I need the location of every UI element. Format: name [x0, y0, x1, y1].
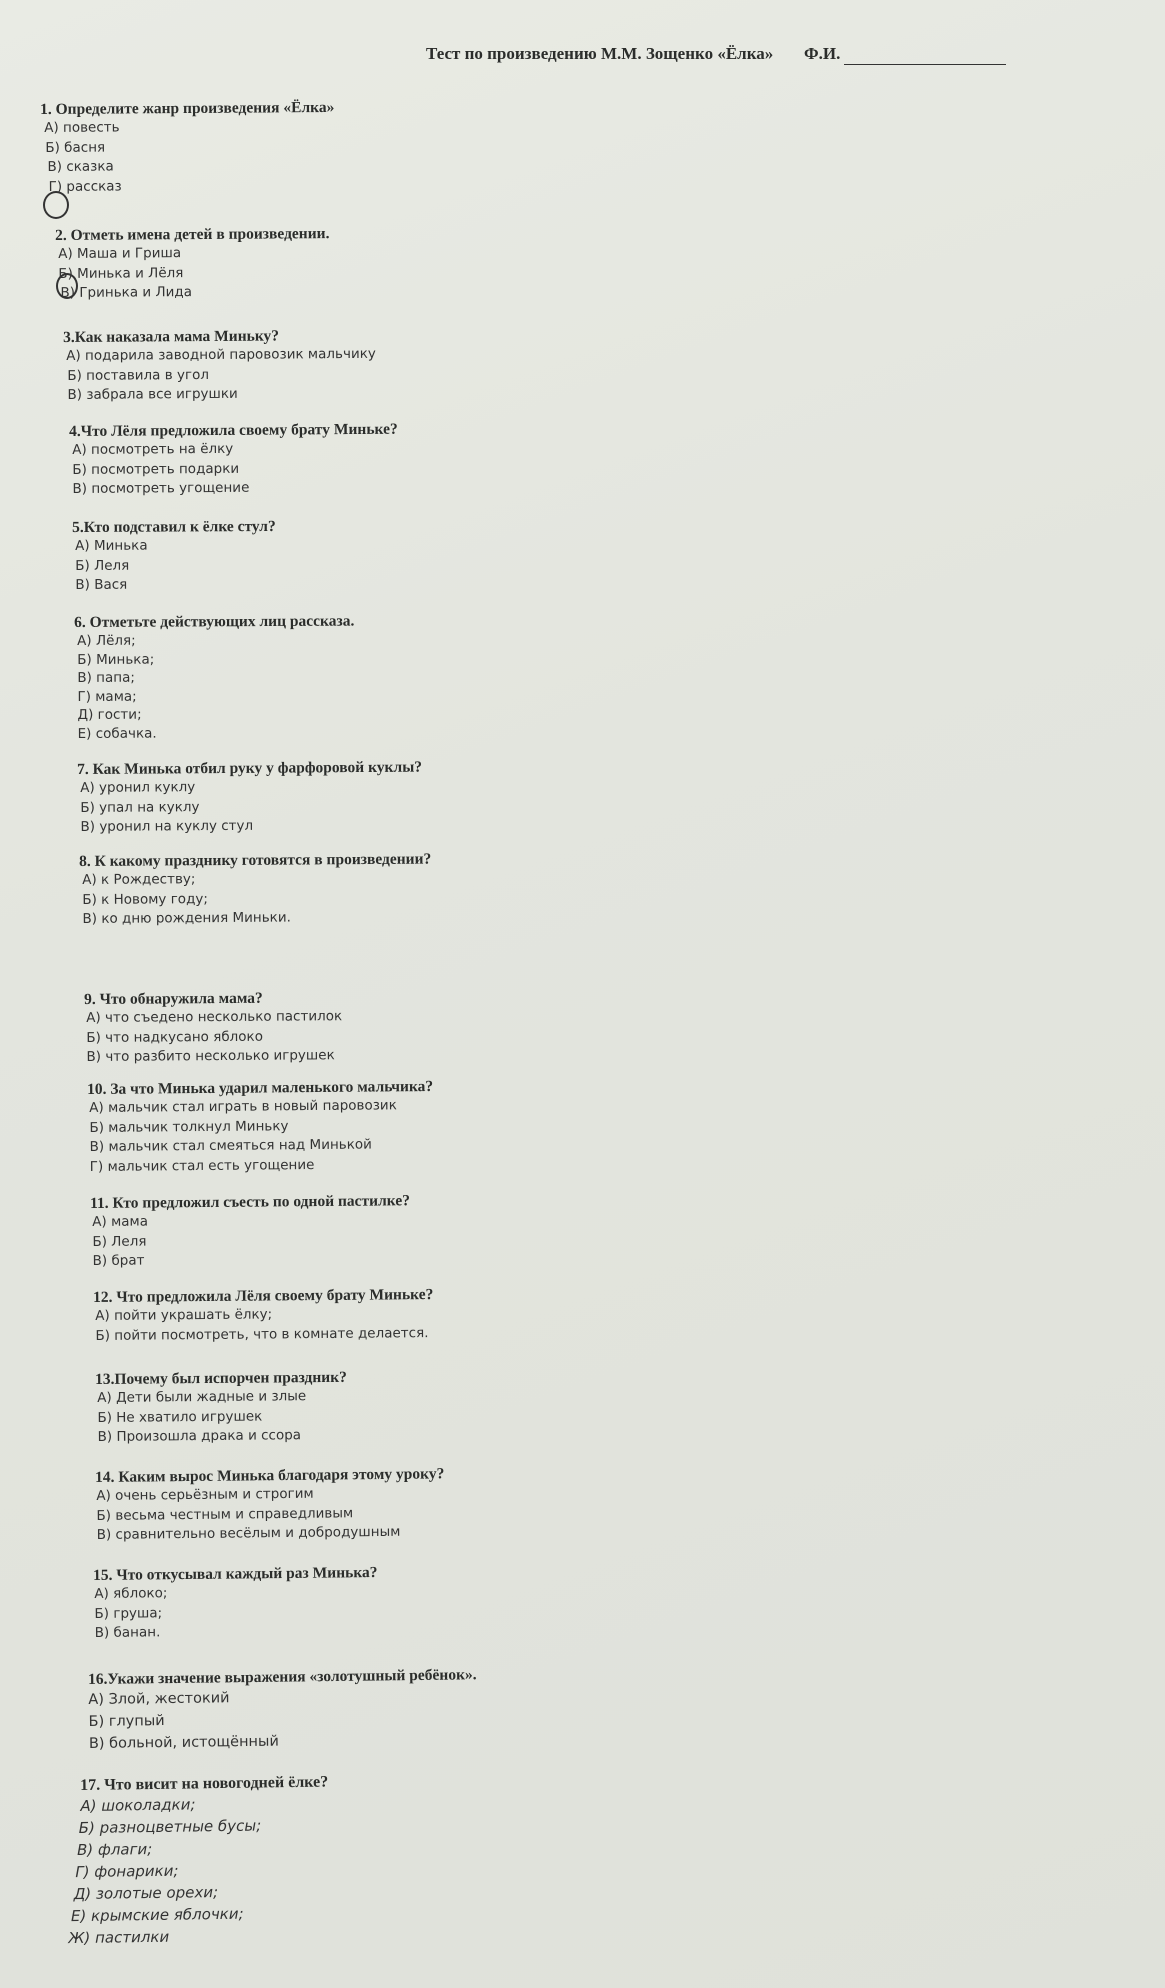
question-title: 11. Кто предложил съесть по одной пастилке?	[90, 1192, 411, 1212]
question-title: 15. Что откусывал каждый раз Минька?	[93, 1564, 378, 1584]
answer-option[interactable]: В) уронил на куклу стул	[80, 817, 254, 835]
answer-option[interactable]: А) к Рождеству;	[82, 871, 196, 888]
answer-option[interactable]: Б) Минька и Лёля	[58, 264, 184, 282]
question-2	[55, 224, 330, 303]
question-4	[69, 420, 398, 500]
name-label: Ф.И.	[804, 44, 841, 63]
answer-option[interactable]: Б) Минька;	[77, 651, 155, 668]
answer-option[interactable]: В) забрала все игрушки	[67, 385, 238, 403]
answer-option[interactable]: Е) крымские яблочки;	[70, 1904, 244, 1926]
answer-option[interactable]: Г) фонарики;	[75, 1861, 179, 1882]
answer-option[interactable]: А) шоколадки;	[80, 1795, 196, 1815]
answer-option[interactable]: А) Минька	[75, 537, 148, 554]
answer-option[interactable]: Б) посмотреть подарки	[72, 460, 240, 478]
answer-option[interactable]: В) Гринька и Лида	[60, 284, 193, 301]
answer-option[interactable]: В) больной, истощённый	[88, 1733, 279, 1752]
answer-option[interactable]: А) пойти украшать ёлку;	[95, 1306, 273, 1324]
answer-option[interactable]: Г) мальчик стал есть угощение	[89, 1156, 315, 1175]
answer-option[interactable]: А) подарила заводной паровозик мальчику	[66, 345, 376, 364]
question-3	[63, 326, 376, 406]
question-title: 10. За что Минька ударил маленького мальчика?	[87, 1077, 434, 1098]
question-title: 13.Почему был испорчен праздник?	[95, 1368, 347, 1388]
answer-option[interactable]: А) Лёля;	[77, 632, 136, 649]
answer-option[interactable]: А) уронил куклу	[80, 779, 196, 796]
question-title: 7. Как Минька отбил руку у фарфоровой куклы?	[77, 758, 423, 778]
question-title: 12. Что предложила Лёля своему брату Миньке?	[93, 1286, 434, 1306]
answer-option[interactable]: Б) Не хватило игрушек	[97, 1408, 263, 1426]
question-title: 17. Что висит на новогодней ёлке?	[80, 1773, 329, 1794]
answer-option[interactable]: В) мальчик стал смеяться над Минькой	[89, 1136, 372, 1155]
answer-option[interactable]: В) посмотреть угощение	[72, 479, 250, 497]
answer-option[interactable]: А) Маша и Гриша	[58, 245, 182, 262]
answer-option[interactable]: В) ко дню рождения Миньки.	[82, 909, 291, 927]
question-title: 3.Как наказала мама Миньку?	[63, 327, 280, 346]
answer-option[interactable]: В) что разбито несколько игрушек	[86, 1047, 335, 1065]
answer-option[interactable]: А) мама	[92, 1213, 149, 1230]
answer-option[interactable]: А) яблоко;	[94, 1585, 168, 1602]
question-title: 6. Отметьте действующих лиц рассказа.	[74, 612, 355, 631]
question-15	[93, 1563, 378, 1643]
question-title: 8. К какому празднику готовятся в произведении?	[79, 850, 432, 870]
answer-option[interactable]: А) мальчик стал играть в новый паровозик	[89, 1097, 397, 1116]
question-6	[74, 612, 355, 743]
question-title: 2. Отметь имена детей в произведении.	[55, 225, 330, 244]
answer-option[interactable]: Г) рассказ	[48, 177, 122, 195]
answer-option[interactable]: Б) Леля	[75, 557, 130, 574]
question-9	[84, 988, 342, 1067]
answer-option[interactable]: В) флаги;	[76, 1839, 153, 1860]
question-title: 4.Что Лёля предложила своему брату Миньке?	[69, 420, 398, 440]
test-title: Тест по произведению М.М. Зощенко «Ёлка»	[426, 44, 774, 63]
answer-option[interactable]: В) Вася	[75, 576, 128, 593]
question-12	[93, 1285, 434, 1346]
answer-option[interactable]: В) папа;	[77, 669, 135, 686]
answer-option[interactable]: Б) груша;	[94, 1604, 163, 1622]
question-16	[88, 1665, 478, 1755]
answer-option[interactable]: В) банан.	[94, 1624, 161, 1641]
answer-option[interactable]: Б) весьма честным и справедливым	[96, 1504, 354, 1524]
question-title: 14. Каким вырос Минька благодаря этому уроку?	[95, 1465, 445, 1486]
test-header	[426, 44, 1126, 72]
question-title: 1. Определите жанр произведения «Ёлка»	[40, 98, 335, 118]
question-10	[87, 1077, 434, 1177]
answer-option[interactable]: Б) глупый	[88, 1713, 165, 1730]
answer-option[interactable]: В) Произошла драка и ссора	[97, 1427, 302, 1445]
answer-option[interactable]: А) Дети были жадные и злые	[97, 1388, 307, 1406]
question-title: 5.Кто подставил к ёлке стул?	[72, 517, 276, 536]
answer-circle-mark	[43, 191, 69, 219]
question-title: 9. Что обнаружила мама?	[84, 989, 263, 1008]
question-13	[95, 1368, 347, 1448]
answer-option[interactable]: Б) к Новому году;	[82, 890, 208, 908]
question-17	[68, 1773, 330, 1949]
answer-option[interactable]: Б) разноцветные бусы;	[78, 1816, 262, 1838]
answer-option[interactable]: Б) басня	[45, 139, 106, 156]
answer-option[interactable]: Д) гости;	[77, 706, 142, 723]
answer-option[interactable]: Е) собачка.	[77, 725, 157, 742]
answer-option[interactable]: Б) упал на куклу	[80, 798, 200, 816]
answer-option[interactable]: Б) пойти посмотреть, что в комнате делается.	[95, 1324, 429, 1344]
question-7	[77, 758, 422, 838]
answer-option[interactable]: А) очень серьёзным и строгим	[96, 1485, 314, 1504]
answer-option[interactable]: А) посмотреть на ёлку	[72, 440, 234, 458]
answer-option[interactable]: Ж) пастилки	[68, 1927, 170, 1948]
question-5	[72, 517, 276, 596]
answer-option[interactable]: Б) Леля	[92, 1233, 147, 1250]
question-14	[95, 1464, 445, 1545]
answer-option[interactable]: А) что съедено несколько пастилок	[86, 1008, 343, 1026]
answer-option[interactable]: А) повесть	[44, 119, 120, 136]
question-11	[90, 1191, 411, 1271]
answer-option[interactable]: А) Злой, жестокий	[88, 1690, 230, 1708]
answer-option[interactable]: В) сказка	[47, 158, 114, 175]
answer-option[interactable]: Г) мама;	[77, 688, 137, 705]
answer-option[interactable]: В) брат	[92, 1252, 145, 1269]
name-blank-line[interactable]	[844, 64, 1006, 65]
question-1	[40, 98, 335, 197]
answer-option[interactable]: Б) что надкусано яблоко	[86, 1028, 263, 1046]
answer-option[interactable]: Б) поставила в угол	[67, 366, 209, 384]
answer-option[interactable]: В) сравнительно весёлым и добродушным	[96, 1523, 401, 1543]
answer-circle-mark	[56, 273, 78, 299]
answer-option[interactable]: Д) золотые орехи;	[73, 1883, 219, 1904]
question-title: 16.Укажи значение выражения «золотушный ребёнок».	[88, 1666, 477, 1688]
question-8	[79, 850, 432, 930]
answer-option[interactable]: Б) мальчик толкнул Миньку	[89, 1117, 289, 1136]
